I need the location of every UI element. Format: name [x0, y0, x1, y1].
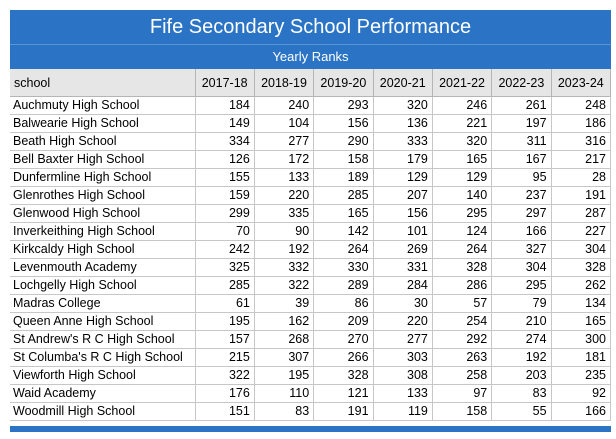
- rank-cell-2019-20: 142: [314, 223, 373, 241]
- school-name-cell: Balwearie High School: [10, 115, 195, 133]
- rank-cell-2020-21: 284: [373, 277, 432, 295]
- school-name-cell: Levenmouth Academy: [10, 259, 195, 277]
- rank-cell-2018-19: 195: [254, 367, 313, 385]
- table-row: [10, 295, 611, 313]
- rank-cell-2021-22: 295: [432, 205, 491, 223]
- rank-cell-2019-20: 165: [314, 205, 373, 223]
- rank-cell-2022-23: 297: [492, 205, 551, 223]
- rank-cell-2020-21: 101: [373, 223, 432, 241]
- report-title: Fife Secondary School Performance: [10, 10, 611, 44]
- rank-cell-2018-19: 192: [254, 241, 313, 259]
- rank-cell-2019-20: 289: [314, 277, 373, 295]
- rank-cell-2017-18: 285: [195, 277, 254, 295]
- rank-cell-2018-19: 322: [254, 277, 313, 295]
- rank-cell-2022-23: 95: [492, 169, 551, 187]
- table-row: [10, 115, 611, 133]
- rank-cell-2022-23: 203: [492, 367, 551, 385]
- table-row: [10, 385, 611, 403]
- rank-cell-2017-18: 176: [195, 385, 254, 403]
- rank-cell-2023-24: 28: [551, 169, 610, 187]
- rank-cell-2021-22: 320: [432, 133, 491, 151]
- ranks-table: [10, 69, 611, 421]
- rank-cell-2017-18: 159: [195, 187, 254, 205]
- rank-cell-2022-23: 295: [492, 277, 551, 295]
- rank-cell-2018-19: 162: [254, 313, 313, 331]
- rank-cell-2022-23: 192: [492, 349, 551, 367]
- rank-cell-2018-19: 39: [254, 295, 313, 313]
- rank-cell-2017-18: 157: [195, 331, 254, 349]
- rank-cell-2019-20: 121: [314, 385, 373, 403]
- table-row: [10, 151, 611, 169]
- rank-cell-2020-21: 119: [373, 403, 432, 421]
- rank-cell-2020-21: 303: [373, 349, 432, 367]
- rank-cell-2023-24: 191: [551, 187, 610, 205]
- rank-cell-2020-21: 207: [373, 187, 432, 205]
- rank-cell-2018-19: 268: [254, 331, 313, 349]
- rank-cell-2019-20: 156: [314, 115, 373, 133]
- rank-cell-2022-23: 197: [492, 115, 551, 133]
- rank-cell-2020-21: 308: [373, 367, 432, 385]
- rank-cell-2023-24: 92: [551, 385, 610, 403]
- rank-cell-2023-24: 134: [551, 295, 610, 313]
- rank-cell-2018-19: 90: [254, 223, 313, 241]
- table-row: [10, 241, 611, 259]
- rank-cell-2023-24: 217: [551, 151, 610, 169]
- table-row: [10, 259, 611, 277]
- rank-cell-2022-23: 261: [492, 97, 551, 115]
- rank-cell-2019-20: 290: [314, 133, 373, 151]
- rank-cell-2023-24: 262: [551, 277, 610, 295]
- rank-cell-2023-24: 165: [551, 313, 610, 331]
- school-name-cell: Queen Anne High School: [10, 313, 195, 331]
- rank-cell-2018-19: 133: [254, 169, 313, 187]
- school-name-cell: Glenrothes High School: [10, 187, 195, 205]
- rank-cell-2019-20: 266: [314, 349, 373, 367]
- rank-cell-2020-21: 320: [373, 97, 432, 115]
- school-name-cell: Glenwood High School: [10, 205, 195, 223]
- rank-cell-2020-21: 133: [373, 385, 432, 403]
- rank-cell-2023-24: 316: [551, 133, 610, 151]
- rank-cell-2020-21: 269: [373, 241, 432, 259]
- rank-cell-2018-19: 110: [254, 385, 313, 403]
- rank-cell-2020-21: 277: [373, 331, 432, 349]
- column-header-2022-23[interactable]: 2022-23: [492, 69, 551, 97]
- rank-cell-2021-22: 124: [432, 223, 491, 241]
- rank-cell-2021-22: 140: [432, 187, 491, 205]
- rank-cell-2022-23: 166: [492, 223, 551, 241]
- school-name-cell: Dunfermline High School: [10, 169, 195, 187]
- table-row: [10, 313, 611, 331]
- table-row: [10, 97, 611, 115]
- rank-cell-2019-20: 189: [314, 169, 373, 187]
- rank-cell-2021-22: 264: [432, 241, 491, 259]
- table-row: [10, 133, 611, 151]
- column-header-2017-18[interactable]: 2017-18: [195, 69, 254, 97]
- rank-cell-2018-19: 332: [254, 259, 313, 277]
- rank-cell-2020-21: 156: [373, 205, 432, 223]
- rank-cell-2020-21: 333: [373, 133, 432, 151]
- rank-cell-2022-23: 304: [492, 259, 551, 277]
- rank-cell-2020-21: 136: [373, 115, 432, 133]
- rank-cell-2017-18: 149: [195, 115, 254, 133]
- school-name-cell: Lochgelly High School: [10, 277, 195, 295]
- rank-cell-2019-20: 330: [314, 259, 373, 277]
- rank-cell-2017-18: 322: [195, 367, 254, 385]
- table-row: [10, 223, 611, 241]
- school-name-cell: Kirkcaldy High School: [10, 241, 195, 259]
- column-header-2021-22[interactable]: 2021-22: [432, 69, 491, 97]
- school-name-cell: St Andrew's R C High School: [10, 331, 195, 349]
- table-row: [10, 169, 611, 187]
- rank-cell-2020-21: 331: [373, 259, 432, 277]
- rank-cell-2019-20: 86: [314, 295, 373, 313]
- rank-cell-2019-20: 328: [314, 367, 373, 385]
- rank-cell-2021-22: 129: [432, 169, 491, 187]
- school-name-cell: Beath High School: [10, 133, 195, 151]
- rank-cell-2018-19: 220: [254, 187, 313, 205]
- rank-cell-2020-21: 220: [373, 313, 432, 331]
- rank-cell-2018-19: 172: [254, 151, 313, 169]
- table-row: [10, 277, 611, 295]
- rank-cell-2023-24: 227: [551, 223, 610, 241]
- school-name-cell: Woodmill High School: [10, 403, 195, 421]
- rank-cell-2019-20: 191: [314, 403, 373, 421]
- rank-cell-2022-23: 83: [492, 385, 551, 403]
- report-subtitle: Yearly Ranks: [10, 44, 611, 69]
- school-name-cell: St Columba's R C High School: [10, 349, 195, 367]
- rank-cell-2018-19: 83: [254, 403, 313, 421]
- rank-cell-2017-18: 215: [195, 349, 254, 367]
- rank-cell-2018-19: 307: [254, 349, 313, 367]
- rank-cell-2019-20: 209: [314, 313, 373, 331]
- rank-cell-2022-23: 210: [492, 313, 551, 331]
- rank-cell-2021-22: 158: [432, 403, 491, 421]
- rank-cell-2023-24: 248: [551, 97, 610, 115]
- rank-cell-2018-19: 104: [254, 115, 313, 133]
- rank-cell-2021-22: 165: [432, 151, 491, 169]
- rank-cell-2020-21: 129: [373, 169, 432, 187]
- table-row: [10, 187, 611, 205]
- rank-cell-2018-19: 240: [254, 97, 313, 115]
- rank-cell-2019-20: 285: [314, 187, 373, 205]
- table-row: [10, 331, 611, 349]
- school-name-cell: Auchmuty High School: [10, 97, 195, 115]
- rank-cell-2022-23: 79: [492, 295, 551, 313]
- rank-cell-2017-18: 299: [195, 205, 254, 223]
- table-row: [10, 349, 611, 367]
- table-row: [10, 367, 611, 385]
- bottom-bar: [10, 426, 611, 432]
- rank-cell-2021-22: 292: [432, 331, 491, 349]
- table-row: [10, 205, 611, 223]
- rank-cell-2021-22: 221: [432, 115, 491, 133]
- rank-cell-2017-18: 334: [195, 133, 254, 151]
- rank-cell-2019-20: 158: [314, 151, 373, 169]
- table-row: [10, 403, 611, 421]
- rank-cell-2023-24: 181: [551, 349, 610, 367]
- rank-cell-2023-24: 304: [551, 241, 610, 259]
- rank-cell-2017-18: 195: [195, 313, 254, 331]
- rank-cell-2020-21: 30: [373, 295, 432, 313]
- school-name-cell: Inverkeithing High School: [10, 223, 195, 241]
- column-header-2018-19[interactable]: 2018-19: [254, 69, 313, 97]
- rank-cell-2019-20: 293: [314, 97, 373, 115]
- rank-cell-2021-22: 258: [432, 367, 491, 385]
- school-name-cell: Viewforth High School: [10, 367, 195, 385]
- rank-cell-2022-23: 311: [492, 133, 551, 151]
- rank-cell-2022-23: 167: [492, 151, 551, 169]
- rank-cell-2023-24: 166: [551, 403, 610, 421]
- rank-cell-2017-18: 61: [195, 295, 254, 313]
- rank-cell-2017-18: 155: [195, 169, 254, 187]
- rank-cell-2017-18: 126: [195, 151, 254, 169]
- column-header-2023-24[interactable]: 2023-24: [551, 69, 610, 97]
- report-frame: [10, 10, 611, 432]
- column-header-2020-21[interactable]: 2020-21: [373, 69, 432, 97]
- rank-cell-2021-22: 263: [432, 349, 491, 367]
- school-name-cell: Waid Academy: [10, 385, 195, 403]
- rank-cell-2023-24: 186: [551, 115, 610, 133]
- rank-cell-2023-24: 328: [551, 259, 610, 277]
- rank-cell-2017-18: 242: [195, 241, 254, 259]
- rank-cell-2019-20: 264: [314, 241, 373, 259]
- rank-cell-2017-18: 184: [195, 97, 254, 115]
- rank-cell-2022-23: 274: [492, 331, 551, 349]
- rank-cell-2023-24: 300: [551, 331, 610, 349]
- rank-cell-2022-23: 237: [492, 187, 551, 205]
- rank-cell-2018-19: 277: [254, 133, 313, 151]
- rank-cell-2021-22: 286: [432, 277, 491, 295]
- rank-cell-2017-18: 325: [195, 259, 254, 277]
- rank-cell-2022-23: 327: [492, 241, 551, 259]
- rank-cell-2022-23: 55: [492, 403, 551, 421]
- school-name-cell: Madras College: [10, 295, 195, 313]
- table-body: [10, 97, 611, 421]
- rank-cell-2021-22: 246: [432, 97, 491, 115]
- school-name-cell: Bell Baxter High School: [10, 151, 195, 169]
- rank-cell-2020-21: 179: [373, 151, 432, 169]
- rank-cell-2018-19: 335: [254, 205, 313, 223]
- rank-cell-2021-22: 328: [432, 259, 491, 277]
- rank-cell-2023-24: 287: [551, 205, 610, 223]
- rank-cell-2023-24: 235: [551, 367, 610, 385]
- rank-cell-2019-20: 270: [314, 331, 373, 349]
- rank-cell-2021-22: 254: [432, 313, 491, 331]
- column-header-school[interactable]: school: [10, 69, 195, 97]
- rank-cell-2021-22: 97: [432, 385, 491, 403]
- column-header-2019-20[interactable]: 2019-20: [314, 69, 373, 97]
- rank-cell-2017-18: 70: [195, 223, 254, 241]
- header-row: [10, 69, 611, 97]
- rank-cell-2017-18: 151: [195, 403, 254, 421]
- rank-cell-2021-22: 57: [432, 295, 491, 313]
